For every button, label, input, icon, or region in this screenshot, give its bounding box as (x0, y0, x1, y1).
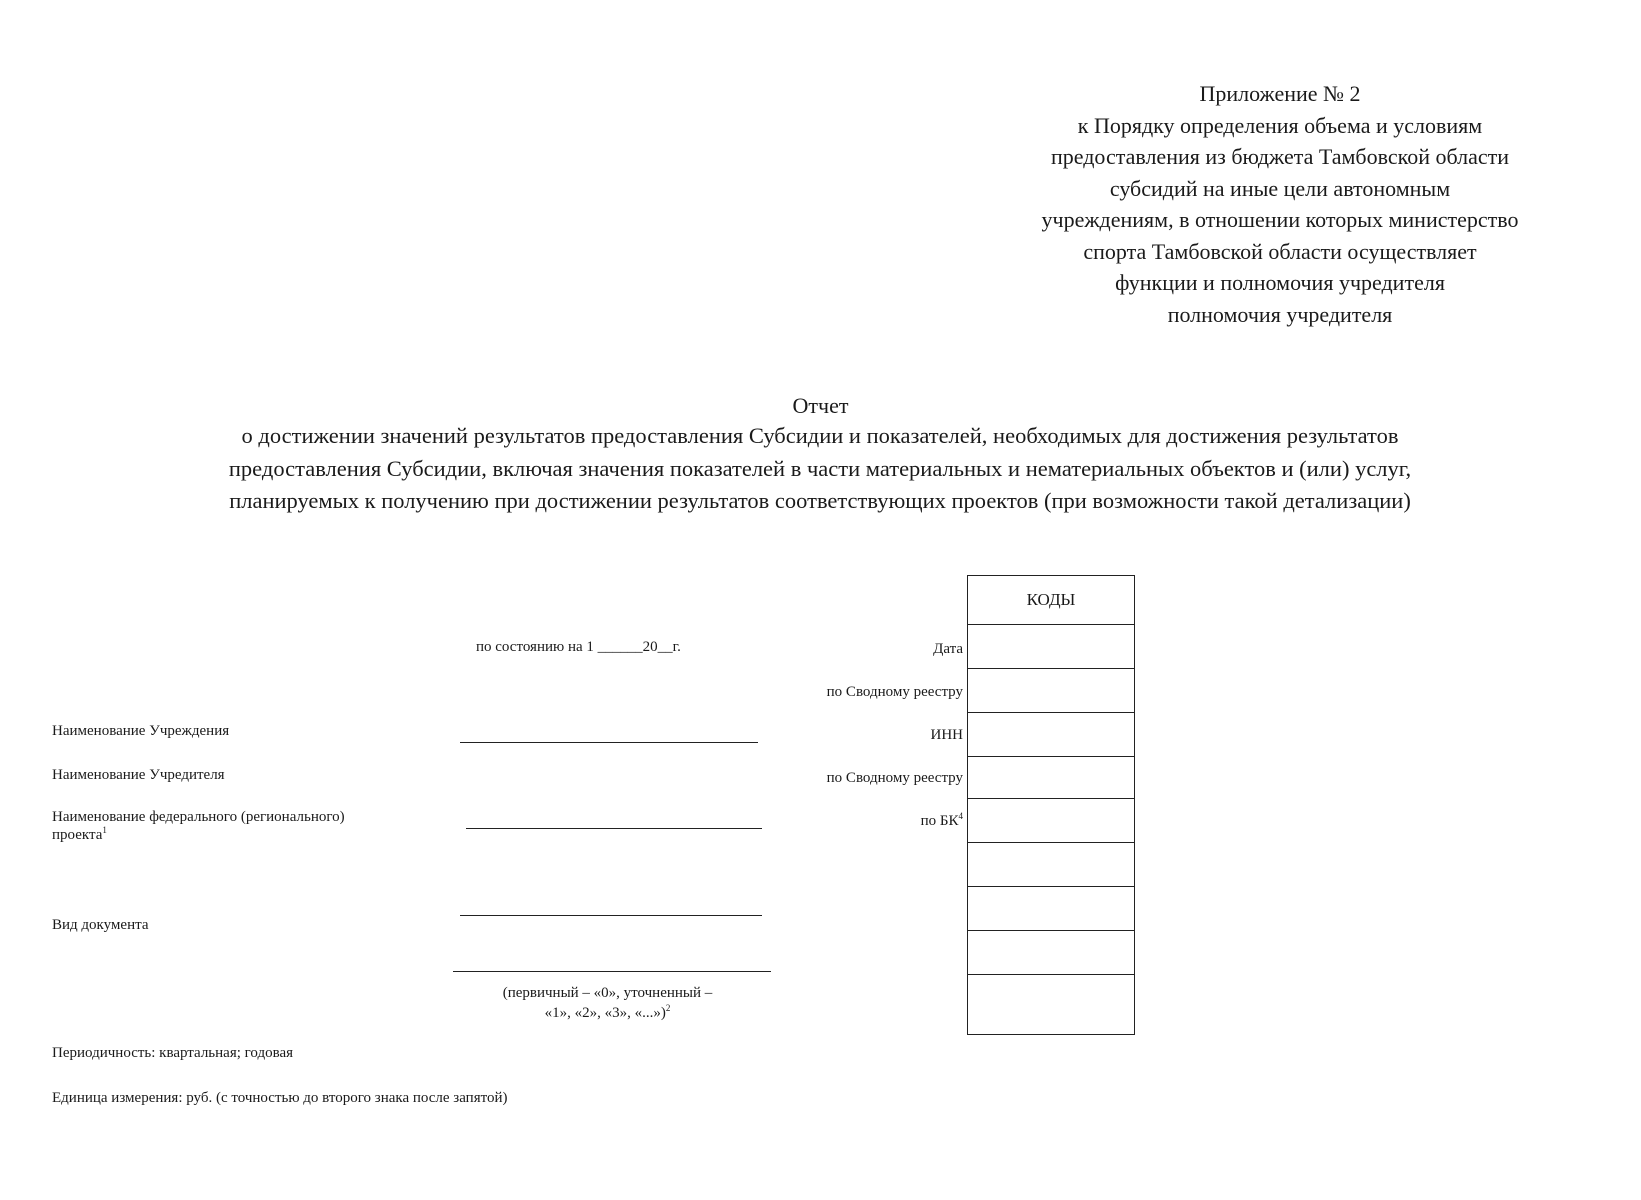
code-label-date: Дата (933, 641, 963, 657)
code-label-registry: по Сводному реестру (826, 684, 963, 700)
appendix-line: предоставления из бюджета Тамбовской области (1050, 144, 1510, 169)
code-cell-extra-2[interactable] (968, 887, 1134, 931)
report-subtitle-line: предоставления Субсидии, включая значения показателей в части материальных и нематериальных объектов и (или) услуг, (228, 455, 1412, 481)
code-cell-extra-1[interactable] (968, 843, 1134, 887)
appendix-line: субсидий на иные цели автономным (1109, 175, 1451, 201)
institution-name-label: Наименование Учреждения (52, 723, 230, 739)
codes-header: КОДЫ (968, 576, 1134, 625)
as-of-year: 20__г. (642, 639, 681, 655)
code-cell-extra-3[interactable] (968, 931, 1134, 975)
code-cell-extra-4[interactable] (968, 975, 1134, 1034)
code-label-bk: по $БК^4$ (920, 811, 963, 829)
unit-of-measure: Единица измерения: руб. (с точностью до второго знака после запятой) (52, 1090, 508, 1106)
appendix-line: функции и полномочия учредителя (1115, 270, 1445, 295)
as-of-date (476, 638, 681, 656)
appendix-line: к Порядку определения объема и условиям (1077, 112, 1483, 138)
doc-type-field[interactable] (460, 915, 762, 916)
as-of-day-blank[interactable]: ______ (597, 639, 643, 655)
appendix-line: полномочия учредителя (1167, 301, 1393, 327)
code-label-registry-2: по Сводному реестру (826, 770, 963, 786)
project-name-field[interactable] (466, 828, 762, 829)
periodicity: Периодичность: квартальная; годовая (52, 1045, 294, 1061)
project-name-label: Наименование федерального (регионального) проекта$^1$ (52, 809, 345, 843)
code-cell-registry-2[interactable] (968, 757, 1134, 799)
code-label-inn: ИНН (930, 727, 963, 743)
institution-name-field[interactable] (460, 742, 758, 743)
code-cell-inn[interactable] (968, 713, 1134, 757)
report-subtitle-line: о достижении значений результатов предоставления Субсидии и показателей, необходимых для достижения результатов (241, 423, 1399, 448)
code-cell-registry[interactable] (968, 669, 1134, 713)
report-subtitle (70, 420, 1570, 518)
appendix-block (975, 78, 1585, 330)
report-subtitle-line: планируемых к получению при достижении результатов соответствующих проектов (при возможности такой детализации) (229, 488, 1411, 513)
doc-type-label: Вид документа (52, 917, 149, 933)
codes-table (967, 575, 1135, 1035)
code-cell-bk[interactable] (968, 799, 1134, 843)
code-cell-date[interactable] (968, 625, 1134, 669)
doc-type-hint: (первичный – «0», уточненный – «1», «2», «3», «...»)$^2$ (502, 985, 713, 1021)
as-of-prefix: по состоянию на 1 (476, 639, 594, 655)
appendix-number: Приложение № 2 (1199, 81, 1361, 106)
doc-type-underline (453, 971, 771, 972)
founder-name-label: Наименование Учредителя (52, 767, 225, 783)
report-title: Отчет (792, 393, 849, 418)
appendix-line: спорта Тамбовской области осуществляет (1083, 238, 1477, 264)
appendix-line: учреждениям, в отношении которых министерство (1041, 207, 1519, 232)
